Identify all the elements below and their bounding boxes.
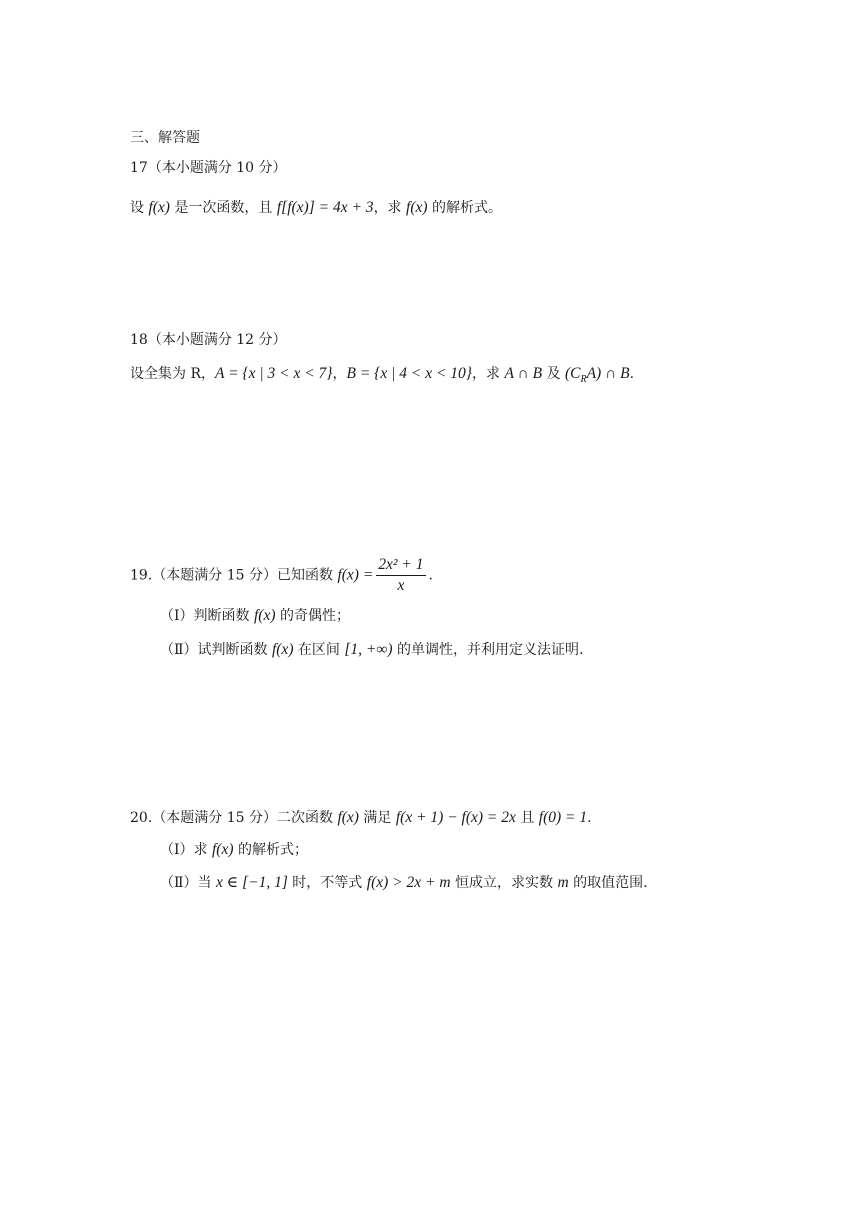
problem-20-header: 20.（本题满分 15 分）二次函数 f(x) 满足 f(x + 1) − f(x) = 2x 且 f(0) = 1. [130, 809, 592, 826]
problem-17-statement: 设 f(x) 是一次函数，且 f[f(x)] = 4x + 3，求 f(x) 的解析式。 [130, 199, 502, 216]
fraction: $\frac{\text{2x² + 1}}{x}$ [378, 556, 424, 594]
problem-20-part-2: （Ⅱ）当 x ∈ [−1, 1] 时，不等式 f(x) > 2x + m 恒成立，求实数 m 的取值范围. [160, 874, 648, 891]
problem-18-statement: 设全集为 R，A = {x | 3 < x < 7}，B = {x | 4 < x < 10}，求 A ∩ B 及 $(C_RA)$ ∩ B. [130, 365, 635, 385]
section-heading: 三、解答题 [130, 130, 200, 146]
problem-19-header: 19.（本题满分 15 分）已知函数 f(x) = $\frac{\text{2x² + 1}}{x}$ . [130, 556, 433, 594]
problem-19-part-1: （Ⅰ）判断函数 f(x) 的奇偶性； [160, 607, 350, 624]
problem-19-part-2: （Ⅱ）试判断函数 f(x) 在区间 [1, +∞) 的单调性，并利用定义法证明. [160, 641, 584, 658]
problem-20-part-1: （Ⅰ）求 f(x) 的解析式； [160, 841, 308, 858]
problem-17-header: 17（本小题满分 10 分） [130, 160, 287, 176]
problem-18-header: 18（本小题满分 12 分） [130, 332, 287, 348]
